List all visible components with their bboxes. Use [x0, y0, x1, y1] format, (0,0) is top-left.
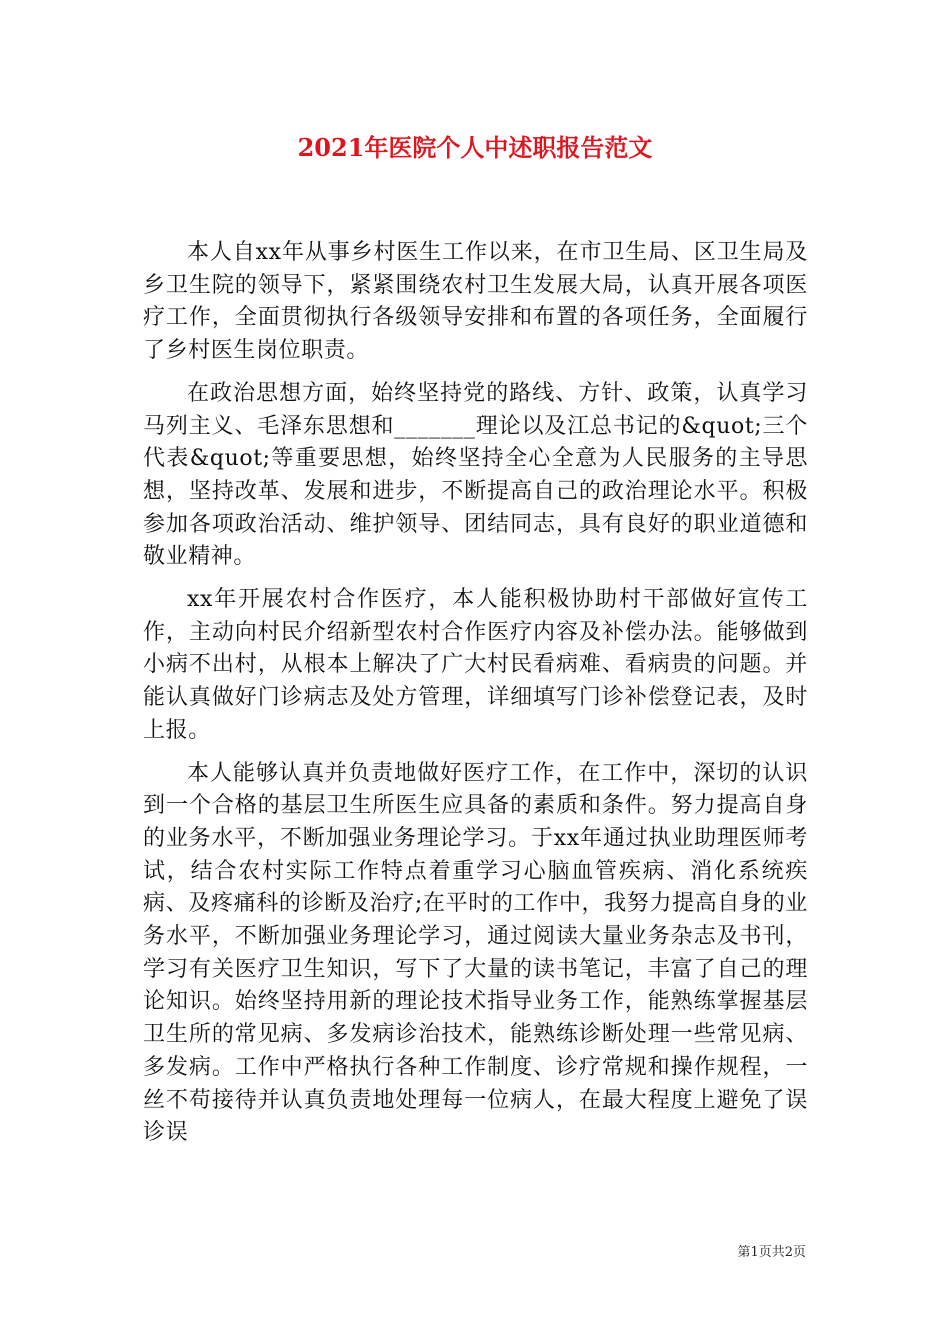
document-body — [143, 237, 808, 1160]
paragraph-2: 在政治思想方面，始终坚持党的路线、方针、政策，认真学习马列主义、毛泽东思想和_______理论以及江总书记的&quot;三个代表&quot;等重要思想，始终坚持全心全意为人民服务的主导思想，坚持改革、发展和进步，不断提高自己的政治理论水平。积极参加各项政治活动、维护领导、团结同志，具有良好的职业道德和敬业精神。 — [143, 380, 808, 570]
paragraph-4: 本人能够认真并负责地做好医疗工作，在工作中，深切的认识到一个合格的基层卫生所医生应具备的素质和条件。努力提高自身的业务水平，不断加强业务理论学习。于xx年通过执业助理医师考试，结合农村实际工作特点着重学习心脑血管疾病、消化系统疾病、及疼痛科的诊断及治疗;在平时的工作中，我努力提高自身的业务水平，不断加强业务理论学习，通过阅读大量业务杂志及书刊，学习有关医疗卫生知识，写下了大量的读书笔记，丰富了自己的理论知识。始终坚持用新的理论技术指导业务工作，能熟练掌握基层卫生所的常见病、多发病诊治技术，能熟练诊断处理一些常见病、多发病。工作中严格执行各种工作制度、诊疗常规和操作规程，一丝不苟接待并认真负责地处理每一位病人，在最大程度上避免了误诊误 — [143, 760, 808, 1146]
page-number: 第1页共2页 — [737, 1245, 806, 1260]
paragraph-1: 本人自xx年从事乡村医生工作以来，在市卫生局、区卫生局及乡卫生院的领导下，紧紧围绕农村卫生发展大局，认真开展各项医疗工作，全面贯彻执行各级领导安排和布置的各项任务，全面履行了乡村医生岗位职责。 — [143, 240, 808, 364]
document-title: 2021年医院个人中述职报告范文 — [297, 133, 653, 162]
paragraph-3: xx年开展农村合作医疗，本人能积极协助村干部做好宣传工作，主动向村民介绍新型农村合作医疗内容及补偿办法。能够做到小病不出村，从根本上解决了广大村民看病难、看病贵的问题。并能认真做好门诊病志及处方管理，详细填写门诊补偿登记表，及时上报。 — [143, 587, 808, 743]
